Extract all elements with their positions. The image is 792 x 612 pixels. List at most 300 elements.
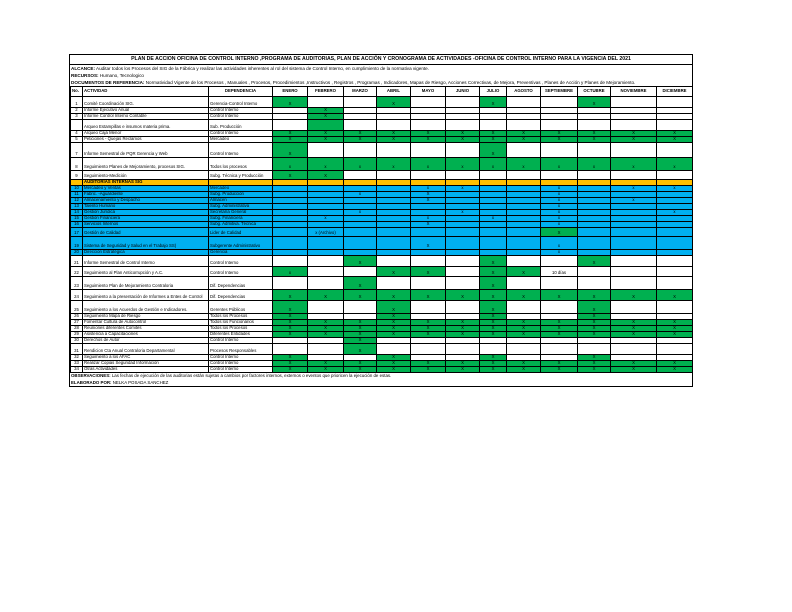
recursos-line [70, 72, 692, 79]
month-cell [344, 301, 377, 314]
month-cell [507, 143, 541, 158]
row-number: 28 [71, 326, 83, 332]
table-row [71, 158, 693, 171]
month-cell [480, 171, 507, 180]
month-cell: X [273, 301, 308, 314]
row-number: 1 [71, 97, 83, 108]
dependency-cell: Control Interno [209, 114, 273, 120]
month-cell: X [611, 326, 657, 332]
documentos-label: DOCUMENTOS DE REFERENCIA: [71, 80, 145, 85]
dependency-cell: Todos los procesos [209, 158, 273, 171]
row-number: 2 [71, 108, 83, 114]
plan-sheet [69, 54, 693, 387]
dependency-cell: Gerencia [209, 250, 273, 256]
month-cell: X [411, 320, 446, 326]
col-header-month: ABRIL [377, 87, 411, 97]
activity-cell: Dirección Estratégica [83, 250, 209, 256]
dependency-cell: Dif. Dependencias [209, 290, 273, 301]
row-number: 16 [71, 222, 83, 228]
month-cell [611, 237, 657, 250]
month-cell: X [507, 326, 541, 332]
month-cell [578, 277, 611, 290]
month-cell: X [578, 355, 611, 361]
activity-cell: Talento Humano [83, 204, 209, 210]
activity-cell: Gestión de Calidad [83, 228, 209, 237]
dependency-cell: Control Interno [209, 131, 273, 137]
month-cell: X [657, 131, 693, 137]
activity-cell: Informe Semestral de PQR Gerencia y Web [83, 143, 209, 158]
month-cell [541, 301, 578, 314]
month-cell: X [480, 355, 507, 361]
col-header-month: DICIEMBRE [657, 87, 693, 97]
dependency-cell: Control Interno [209, 143, 273, 158]
month-cell [411, 143, 446, 158]
month-cell: x [480, 158, 507, 171]
month-cell [344, 143, 377, 158]
dependency-cell: Diferentes Entidades [209, 332, 273, 338]
activity-cell: Seguimiento-Medición [83, 171, 209, 180]
month-cell [541, 256, 578, 267]
month-cell: x [446, 158, 480, 171]
month-cell [446, 97, 480, 108]
month-cell: X [308, 326, 344, 332]
month-cell [446, 344, 480, 355]
month-cell [411, 256, 446, 267]
month-cell: X [480, 97, 507, 108]
month-cell: X [411, 361, 446, 367]
row-number: 5 [71, 137, 83, 143]
activity-cell: Seguimiento a los AFAC [83, 355, 209, 361]
month-cell: x [611, 198, 657, 204]
recursos-text: Humano, Tecnologico [99, 73, 144, 78]
row-number: 10 [71, 186, 83, 192]
month-cell: X [344, 338, 377, 344]
month-cell: x [446, 210, 480, 216]
dependency-cell: Control Interno [209, 361, 273, 367]
month-cell: X [657, 137, 693, 143]
month-cell: x [308, 158, 344, 171]
month-cell: X [377, 320, 411, 326]
dependency-cell: Secretaría General [209, 210, 273, 216]
month-cell: X [308, 108, 344, 114]
month-cell [578, 237, 611, 250]
table-row [71, 237, 693, 250]
month-cell [411, 277, 446, 290]
month-cell [507, 277, 541, 290]
month-cell: X [480, 314, 507, 320]
row-number: 32 [71, 355, 83, 361]
month-cell: x [344, 158, 377, 171]
month-cell: x [657, 186, 693, 192]
month-cell [657, 256, 693, 267]
month-cell: X [578, 256, 611, 267]
dependency-cell: Control Interno [209, 355, 273, 361]
month-cell: X [578, 361, 611, 367]
month-cell: X [273, 355, 308, 361]
month-cell: X [273, 97, 308, 108]
month-cell: X [308, 137, 344, 143]
month-cell: X [578, 290, 611, 301]
month-cell [657, 97, 693, 108]
month-cell [578, 143, 611, 158]
month-cell: X [308, 332, 344, 338]
table-row [71, 120, 693, 131]
month-cell [446, 301, 480, 314]
month-cell [611, 171, 657, 180]
activity-cell: Informe Semestral de Control Interno [83, 256, 209, 267]
row-number [71, 120, 83, 131]
alcance-text: Auditar todos los Procesos del SIG de la Fábrica y realizar las actividades inherentes al rol del sistema de Control Interno, en cumplimiento de la normativa vigente. [96, 66, 429, 71]
month-cell [578, 267, 611, 277]
month-cell [507, 228, 541, 237]
month-cell: X [578, 314, 611, 320]
dependency-cell: Todos los Procesos [209, 326, 273, 332]
month-cell [541, 277, 578, 290]
activity-cell: Seguimiento Planes de Mejoramiento, procesos SIG. [83, 158, 209, 171]
col-header-dependencia: DEPENDENCIA [209, 87, 273, 97]
month-cell: X [507, 361, 541, 367]
month-cell: X [611, 332, 657, 338]
month-cell: x [308, 216, 344, 222]
activity-cell: Comité Coordinación SIG. [83, 97, 209, 108]
activity-cell: Rendicion Cta Anual Contraloria Departamental [83, 344, 209, 355]
month-cell: X [273, 314, 308, 320]
month-cell [308, 143, 344, 158]
month-cell: X [344, 361, 377, 367]
month-cell: X [578, 97, 611, 108]
month-cell: X [377, 131, 411, 137]
dependency-cell: Lider de Calidad [209, 228, 273, 237]
table-row [71, 301, 693, 314]
row-number: 33 [71, 361, 83, 367]
month-cell: X [480, 256, 507, 267]
month-cell: X [377, 361, 411, 367]
month-cell: X [507, 320, 541, 326]
col-header-month: FEBRERO [308, 87, 344, 97]
col-header-month: ENERO [273, 87, 308, 97]
month-cell: x [411, 216, 446, 222]
month-cell: X [657, 290, 693, 301]
month-cell: X [308, 367, 344, 373]
dependency-cell: Control Interno [209, 256, 273, 267]
month-cell [377, 228, 411, 237]
month-cell: X [344, 332, 377, 338]
month-cell: X [377, 290, 411, 301]
month-cell: X [411, 326, 446, 332]
month-cell: X [273, 326, 308, 332]
month-cell: x [344, 210, 377, 216]
month-cell: X [273, 290, 308, 301]
month-cell: X [578, 320, 611, 326]
alcance-line [70, 65, 692, 72]
month-cell: X [377, 314, 411, 320]
dependency-cell: Almacen [209, 198, 273, 204]
row-number: 17 [71, 228, 83, 237]
documentos-line [70, 79, 692, 86]
month-cell [541, 143, 578, 158]
month-cell: X [446, 137, 480, 143]
row-number: 27 [71, 320, 83, 326]
activity-cell: Seguimiento al Plan Anticorrupción y A.C. [83, 267, 209, 277]
table-row [71, 344, 693, 355]
month-cell: X [377, 355, 411, 361]
row-number: 26 [71, 314, 83, 320]
month-cell [446, 267, 480, 277]
month-cell: X [344, 131, 377, 137]
activity-cell: Almacenamiento y Despacho [83, 198, 209, 204]
month-cell: X [411, 131, 446, 137]
activity-cell: Arqueo Caja Menor [83, 131, 209, 137]
month-cell: x [541, 216, 578, 222]
month-cell: X [377, 367, 411, 373]
month-cell: X [507, 332, 541, 338]
activity-cell: Peticiones - Quejas Reclamos [83, 137, 209, 143]
month-cell [411, 97, 446, 108]
month-cell: X [578, 367, 611, 373]
row-number: 4 [71, 131, 83, 137]
month-cell: X [480, 143, 507, 158]
month-cell [308, 301, 344, 314]
month-cell [344, 237, 377, 250]
activity-cell: Gestión Jurídica [83, 210, 209, 216]
row-number: 23 [71, 277, 83, 290]
month-cell: x [541, 237, 578, 250]
month-cell: x [480, 216, 507, 222]
month-cell [611, 120, 657, 131]
month-cell: X [411, 267, 446, 277]
month-cell [578, 120, 611, 131]
month-cell: x [273, 158, 308, 171]
month-cell: X [446, 361, 480, 367]
table-row [71, 277, 693, 290]
month-cell [308, 237, 344, 250]
month-cell [507, 344, 541, 355]
month-cell: x [541, 158, 578, 171]
month-cell: X [541, 361, 578, 367]
month-cell: X [377, 332, 411, 338]
documentos-text: Normatividad Vigente de los Procesos , Manuales , Procesos, Procedimientos ,Instructivos , Registros , Programas , Indicadores, Mapas de Riesgo, Acciones Correctivas, de Mejora, Preventivas , Planes de Acción y Planes de Mejoramiento. [145, 80, 636, 85]
month-cell: X [308, 290, 344, 301]
col-header-month: MARZO [344, 87, 377, 97]
row-number: 29 [71, 332, 83, 338]
row-number: 30 [71, 338, 83, 344]
month-cell: X [480, 290, 507, 301]
month-cell: X [411, 367, 446, 373]
month-cell: X [611, 290, 657, 301]
month-cell: X [541, 320, 578, 326]
row-number: 24 [71, 290, 83, 301]
month-cell: x [657, 210, 693, 216]
month-cell [446, 256, 480, 267]
month-cell: X [541, 332, 578, 338]
month-cell: X [507, 131, 541, 137]
month-cell: X [480, 131, 507, 137]
month-cell: X [446, 332, 480, 338]
month-cell [611, 301, 657, 314]
month-cell: X [273, 361, 308, 367]
dependency-cell: Gerencia-Control Interno [209, 97, 273, 108]
month-cell: X [611, 367, 657, 373]
month-cell: x [541, 222, 578, 228]
observaciones-text: Las fechas de ejecución de las auditorias están sujetas a cambios por factores internos, externos o eventos que prioricen la ejecución de estas. [111, 373, 392, 378]
month-cell [411, 344, 446, 355]
month-cell [377, 120, 411, 131]
month-cell: x [578, 158, 611, 171]
month-cell [480, 237, 507, 250]
dependency-cell: Procesos Responsables [209, 344, 273, 355]
month-cell [611, 277, 657, 290]
month-cell: X [377, 267, 411, 277]
month-cell: X [446, 320, 480, 326]
month-cell [344, 267, 377, 277]
month-cell: X [578, 301, 611, 314]
table-row [71, 171, 693, 180]
month-cell: X [344, 367, 377, 373]
month-cell: X [308, 131, 344, 137]
month-cell: X [611, 361, 657, 367]
col-header-month: MAYO [411, 87, 446, 97]
month-cell: X [308, 114, 344, 120]
month-cell: X [411, 290, 446, 301]
month-cell: x [344, 192, 377, 198]
month-cell [446, 171, 480, 180]
month-cell [657, 301, 693, 314]
month-cell [611, 344, 657, 355]
activity-cell: Mercadeo y Ventas [83, 186, 209, 192]
month-cell [377, 171, 411, 180]
month-cell [611, 267, 657, 277]
month-cell [657, 120, 693, 131]
month-cell: x [507, 158, 541, 171]
row-number: 20 [71, 250, 83, 256]
page-title: PLAN DE ACCION OFICINA DE CONTROL INTERNO ,PROGRAMA DE AUDITORIAS, PLAN DE ACCIÓN Y CRONOGRAMA DE ACTIVIDADES -OFICINA DE CONTROL INTERNO PARA LA VIGENCIA DEL 2021 [70, 55, 692, 65]
month-cell: x [611, 158, 657, 171]
month-cell: x (Archivo) [308, 228, 344, 237]
month-cell: X [273, 137, 308, 143]
month-cell: x [541, 186, 578, 192]
activity-cell: Realizar Copias Seguridad Información [83, 361, 209, 367]
month-cell [578, 344, 611, 355]
activity-cell: Arqueo Estampillas e insumos materia prima. [83, 120, 209, 131]
row-number: 13 [71, 204, 83, 210]
month-cell: X [541, 326, 578, 332]
month-cell: X [308, 320, 344, 326]
month-cell [507, 256, 541, 267]
month-cell: X [273, 131, 308, 137]
col-header-month: SEPTIEMBRE [541, 87, 578, 97]
month-cell [344, 228, 377, 237]
month-cell: X [411, 237, 446, 250]
month-cell: X [480, 332, 507, 338]
month-cell: x [411, 186, 446, 192]
month-cell: X [377, 301, 411, 314]
month-cell [446, 237, 480, 250]
activity-cell: Servicios Internos [83, 222, 209, 228]
month-cell: X [411, 137, 446, 143]
month-cell: x [541, 192, 578, 198]
month-cell: X [411, 332, 446, 338]
month-cell: X [344, 326, 377, 332]
row-number: 31 [71, 344, 83, 355]
month-cell: X [578, 326, 611, 332]
col-header-month: OCTUBRE [578, 87, 611, 97]
col-header-month: JULIO [480, 87, 507, 97]
month-cell [344, 97, 377, 108]
month-cell [273, 237, 308, 250]
table-row [71, 290, 693, 301]
month-cell: x [541, 210, 578, 216]
month-cell [446, 228, 480, 237]
month-cell: X [657, 361, 693, 367]
month-cell: x [377, 158, 411, 171]
month-cell [611, 256, 657, 267]
dependency-cell: Control Interno [209, 367, 273, 373]
month-cell [657, 267, 693, 277]
month-cell: X [480, 367, 507, 373]
row-number: 7 [71, 143, 83, 158]
table-row [71, 256, 693, 267]
month-cell: x [411, 158, 446, 171]
elaborado-label: ELABORADO POR: [71, 379, 112, 385]
month-cell [657, 277, 693, 290]
month-cell [507, 171, 541, 180]
month-cell [446, 143, 480, 158]
activity-cell: Derechos de Autor [83, 338, 209, 344]
month-cell [657, 171, 693, 180]
month-cell: X [273, 367, 308, 373]
month-cell: x [657, 158, 693, 171]
activity-cell: Gestión Financiera [83, 216, 209, 222]
activity-cell: Seguimiento Mapa de Riesgo [83, 314, 209, 320]
month-cell: 10 días [541, 267, 578, 277]
month-cell: X [480, 301, 507, 314]
month-cell [273, 256, 308, 267]
month-cell [541, 344, 578, 355]
activity-cell: Reuniones diferentes Comités [83, 326, 209, 332]
table-row [71, 143, 693, 158]
month-cell: X [411, 222, 446, 228]
alcance-label: ALCANCE: [71, 66, 95, 71]
dependency-cell: Dif. Dependencias [209, 277, 273, 290]
month-cell: X [446, 290, 480, 301]
month-cell [507, 97, 541, 108]
activity-cell: Seguimiento Plan de Mejoramiento Contraloria [83, 277, 209, 290]
col-header-month: JUNIO [446, 87, 480, 97]
dependency-cell: Todos los Procesos [209, 314, 273, 320]
month-cell: X [541, 367, 578, 373]
col-header-month: NOVIEMBRE [611, 87, 657, 97]
month-cell: X [344, 277, 377, 290]
month-cell: x [446, 186, 480, 192]
dependency-cell: Control Interno [209, 267, 273, 277]
month-cell [308, 120, 344, 131]
table-row [71, 367, 693, 373]
month-cell [344, 171, 377, 180]
row-number: 11 [71, 192, 83, 198]
month-cell: x [541, 198, 578, 204]
month-cell: X [657, 326, 693, 332]
month-cell: X [480, 320, 507, 326]
month-cell [377, 256, 411, 267]
month-cell [611, 143, 657, 158]
month-cell: X [273, 320, 308, 326]
month-cell: X [578, 332, 611, 338]
dependency-cell: Sub. Producción [209, 120, 273, 131]
month-cell [411, 120, 446, 131]
month-cell [377, 344, 411, 355]
month-cell: X [344, 344, 377, 355]
month-cell: X [611, 131, 657, 137]
